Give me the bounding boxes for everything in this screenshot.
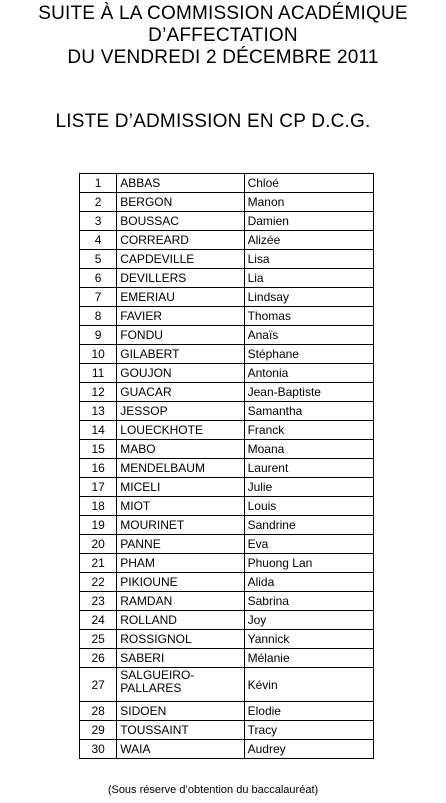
first-name: Alida	[244, 573, 373, 592]
last-name: PANNE	[117, 535, 244, 554]
row-number: 27	[80, 668, 117, 702]
first-name: Thomas	[244, 307, 373, 326]
table-row	[80, 345, 374, 364]
row-number: 25	[80, 630, 117, 649]
table-row	[80, 421, 374, 440]
row-number: 12	[80, 383, 117, 402]
row-number: 9	[80, 326, 117, 345]
first-name: Tracy	[244, 721, 373, 740]
last-name: FAVIER	[117, 307, 244, 326]
first-name: Joy	[244, 611, 373, 630]
row-number: 7	[80, 288, 117, 307]
first-name: Samantha	[244, 402, 373, 421]
row-number: 3	[80, 212, 117, 231]
first-name: Antonia	[244, 364, 373, 383]
first-name: Alizée	[244, 231, 373, 250]
last-name: MENDELBAUM	[117, 459, 244, 478]
last-name: TOUSSAINT	[117, 721, 244, 740]
row-number: 21	[80, 554, 117, 573]
last-name: SALGUEIRO- PALLARES	[117, 668, 244, 702]
first-name: Moana	[244, 440, 373, 459]
row-number: 19	[80, 516, 117, 535]
table-row	[80, 592, 374, 611]
last-name: GILABERT	[117, 345, 244, 364]
list-subtitle: LISTE D’ADMISSION EN CP D.C.G.	[55, 111, 371, 132]
row-number: 2	[80, 193, 117, 212]
first-name: Lisa	[244, 250, 373, 269]
row-number: 13	[80, 402, 117, 421]
table-row	[80, 516, 374, 535]
row-number: 11	[80, 364, 117, 383]
row-number: 6	[80, 269, 117, 288]
first-name: Jean-Baptiste	[244, 383, 373, 402]
last-name: GOUJON	[117, 364, 244, 383]
table-row	[80, 554, 374, 573]
last-name: LOUECKHOTE	[117, 421, 244, 440]
table-row	[80, 383, 374, 402]
last-name: WAIA	[117, 740, 244, 759]
table-row	[80, 193, 374, 212]
first-name: Sabrina	[244, 592, 373, 611]
table-row	[80, 459, 374, 478]
table-row	[80, 721, 374, 740]
row-number: 23	[80, 592, 117, 611]
first-name: Laurent	[244, 459, 373, 478]
first-name: Kévin	[244, 668, 373, 702]
last-name: ABBAS	[117, 174, 244, 193]
last-name: SIDOEN	[117, 702, 244, 721]
row-number: 4	[80, 231, 117, 250]
last-name: MICELI	[117, 478, 244, 497]
last-name: RAMDAN	[117, 592, 244, 611]
last-name: DEVILLERS	[117, 269, 244, 288]
row-number: 14	[80, 421, 117, 440]
last-name: CORREARD	[117, 231, 244, 250]
first-name: Yannick	[244, 630, 373, 649]
first-name: Julie	[244, 478, 373, 497]
first-name: Lia	[244, 269, 373, 288]
table-row	[80, 740, 374, 759]
last-name: FONDU	[117, 326, 244, 345]
row-number: 10	[80, 345, 117, 364]
row-number: 15	[80, 440, 117, 459]
first-name: Eva	[244, 535, 373, 554]
row-number: 24	[80, 611, 117, 630]
last-name: PIKIOUNE	[117, 573, 244, 592]
first-name: Mélanie	[244, 649, 373, 668]
table-row	[80, 326, 374, 345]
last-name: ROLLAND	[117, 611, 244, 630]
title-line-3: DU VENDREDI 2 DÉCEMBRE 2011	[67, 47, 379, 68]
table-row	[80, 250, 374, 269]
row-number: 16	[80, 459, 117, 478]
first-name: Lindsay	[244, 288, 373, 307]
table-row	[80, 212, 374, 231]
first-name: Elodie	[244, 702, 373, 721]
first-name: Louis	[244, 497, 373, 516]
table-row	[80, 402, 374, 421]
last-name: PHAM	[117, 554, 244, 573]
last-name: BOUSSAC	[117, 212, 244, 231]
row-number: 20	[80, 535, 117, 554]
table-row	[80, 611, 374, 630]
last-name: EMERIAU	[117, 288, 244, 307]
last-name: JESSOP	[117, 402, 244, 421]
row-number: 22	[80, 573, 117, 592]
row-number: 8	[80, 307, 117, 326]
row-number: 28	[80, 702, 117, 721]
row-number: 26	[80, 649, 117, 668]
first-name: Stéphane	[244, 345, 373, 364]
table-row	[80, 573, 374, 592]
last-name: CAPDEVILLE	[117, 250, 244, 269]
document-title	[0, 3, 446, 69]
first-name: Phuong Lan	[244, 554, 373, 573]
table-row	[80, 535, 374, 554]
row-number: 5	[80, 250, 117, 269]
last-name: MIOT	[117, 497, 244, 516]
table-row	[80, 630, 374, 649]
row-number: 17	[80, 478, 117, 497]
last-name: MOURINET	[117, 516, 244, 535]
table-row	[80, 440, 374, 459]
title-line-1: SUITE À LA COMMISSION ACADÉMIQUE	[38, 3, 408, 24]
admission-table-body	[80, 174, 374, 759]
first-name: Franck	[244, 421, 373, 440]
table-row	[80, 668, 374, 702]
table-row	[80, 174, 374, 193]
table-row	[80, 497, 374, 516]
row-number: 29	[80, 721, 117, 740]
last-name: GUACAR	[117, 383, 244, 402]
footnote: (Sous réserve d’obtention du baccalauréat)	[107, 784, 319, 796]
table-row	[80, 364, 374, 383]
last-name: ROSSIGNOL	[117, 630, 244, 649]
table-row	[80, 231, 374, 250]
first-name: Chloé	[244, 174, 373, 193]
row-number: 1	[80, 174, 117, 193]
title-line-2: D’AFFECTATION	[148, 25, 298, 46]
first-name: Damien	[244, 212, 373, 231]
admission-table	[79, 173, 374, 759]
first-name: Sandrine	[244, 516, 373, 535]
table-row	[80, 649, 374, 668]
table-row	[80, 478, 374, 497]
last-name: MABO	[117, 440, 244, 459]
first-name: Audrey	[244, 740, 373, 759]
table-row	[80, 288, 374, 307]
first-name: Manon	[244, 193, 373, 212]
last-name: BERGON	[117, 193, 244, 212]
row-number: 30	[80, 740, 117, 759]
last-name: SABERI	[117, 649, 244, 668]
table-row	[80, 702, 374, 721]
table-row	[80, 269, 374, 288]
table-row	[80, 307, 374, 326]
first-name: Anaïs	[244, 326, 373, 345]
row-number: 18	[80, 497, 117, 516]
